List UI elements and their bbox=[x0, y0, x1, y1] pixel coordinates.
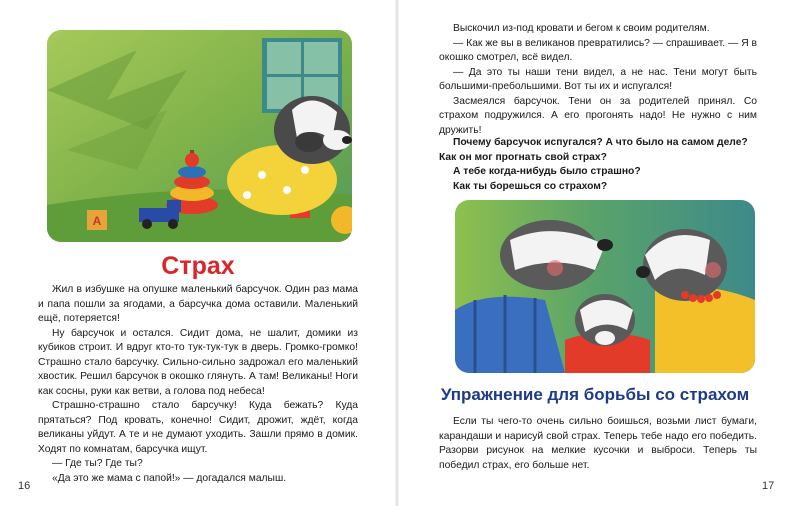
exercise-text bbox=[439, 415, 757, 473]
paragraph: — Где ты? Где ты? bbox=[52, 458, 143, 469]
paragraph: Выскочил из-под кровати и бегом к своим родителям. bbox=[453, 23, 710, 34]
page-number-left: 16 bbox=[18, 480, 31, 492]
illustration-scared-badger bbox=[47, 30, 352, 242]
question: Почему барсучок испугался? А что было на самом деле? Как он мог прогнать свой страх? bbox=[439, 137, 748, 163]
right-page bbox=[397, 0, 793, 506]
question: Как ты борешься со страхом? bbox=[453, 180, 608, 192]
svg-text:А: А bbox=[92, 214, 102, 228]
story-text-continued bbox=[439, 22, 757, 138]
paragraph: Засмеялся барсучок. Тени он за родителей принял. Со страхом подружился. А его прогонять надо! Не нужно с ним дружить! bbox=[439, 95, 757, 136]
paragraph: Жил в избушке на опушке маленький барсучок. Один раз мама и папа пошли за ягодами, а барсучка дома оставили. Маленький ещё, потеряется! bbox=[38, 284, 358, 324]
question: А тебе когда-нибудь было страшно? bbox=[453, 166, 641, 177]
paragraph: — Как же вы в великанов превратились? — спрашивает. — Я в окошко смотрел, всё видел. bbox=[439, 37, 757, 63]
paragraph: Страшно-страшно стало барсучку! Куда бежать? Куда прятаться? Под кровать, конечно! Сидит, дрожит, ждёт, когда великаны уйдут. А те и не думают уходить. Зашли прямо в домик. Ходят по комнатам, барсучка ищут. bbox=[38, 400, 358, 455]
story-text bbox=[38, 283, 358, 486]
discussion-questions bbox=[439, 136, 759, 194]
exercise-title: Упражнение для борьбы со страхом bbox=[440, 385, 750, 404]
paragraph: Если ты чего-то очень сильно боишься, возьми лист бумаги, карандаши и нарисуй свой страх. Теперь тебе надо его победить. Разорви рисунок на мелкие кусочки и выброси. Теперь ты победил страх, его больше нет. bbox=[439, 416, 757, 471]
story-title: Страх bbox=[161, 252, 235, 280]
page-number-right: 17 bbox=[762, 480, 775, 492]
paragraph: — Да это ты наши тени видел, а не нас. Тени могут быть большими-пребольшими. Вот ты их и испугался! bbox=[439, 66, 757, 92]
paragraph: Ну барсучок и остался. Сидит дома, не шалит, домики из кубиков строит. И вдруг кто-то тук-тук-тук в дверь. Громко-громко! Страшно стало барсучку. Сильно-сильно задрожал его маленький хвостик. Решил барсучок в окошко глянуть. А там! Великаны! Ноги как сосны, руки как ветви, а голова под небеса! bbox=[38, 327, 358, 397]
illustration-badger-family bbox=[455, 200, 755, 373]
paragraph: «Да это же мама с папой!» — догадался малыш. bbox=[52, 472, 287, 484]
left-page bbox=[0, 0, 396, 506]
